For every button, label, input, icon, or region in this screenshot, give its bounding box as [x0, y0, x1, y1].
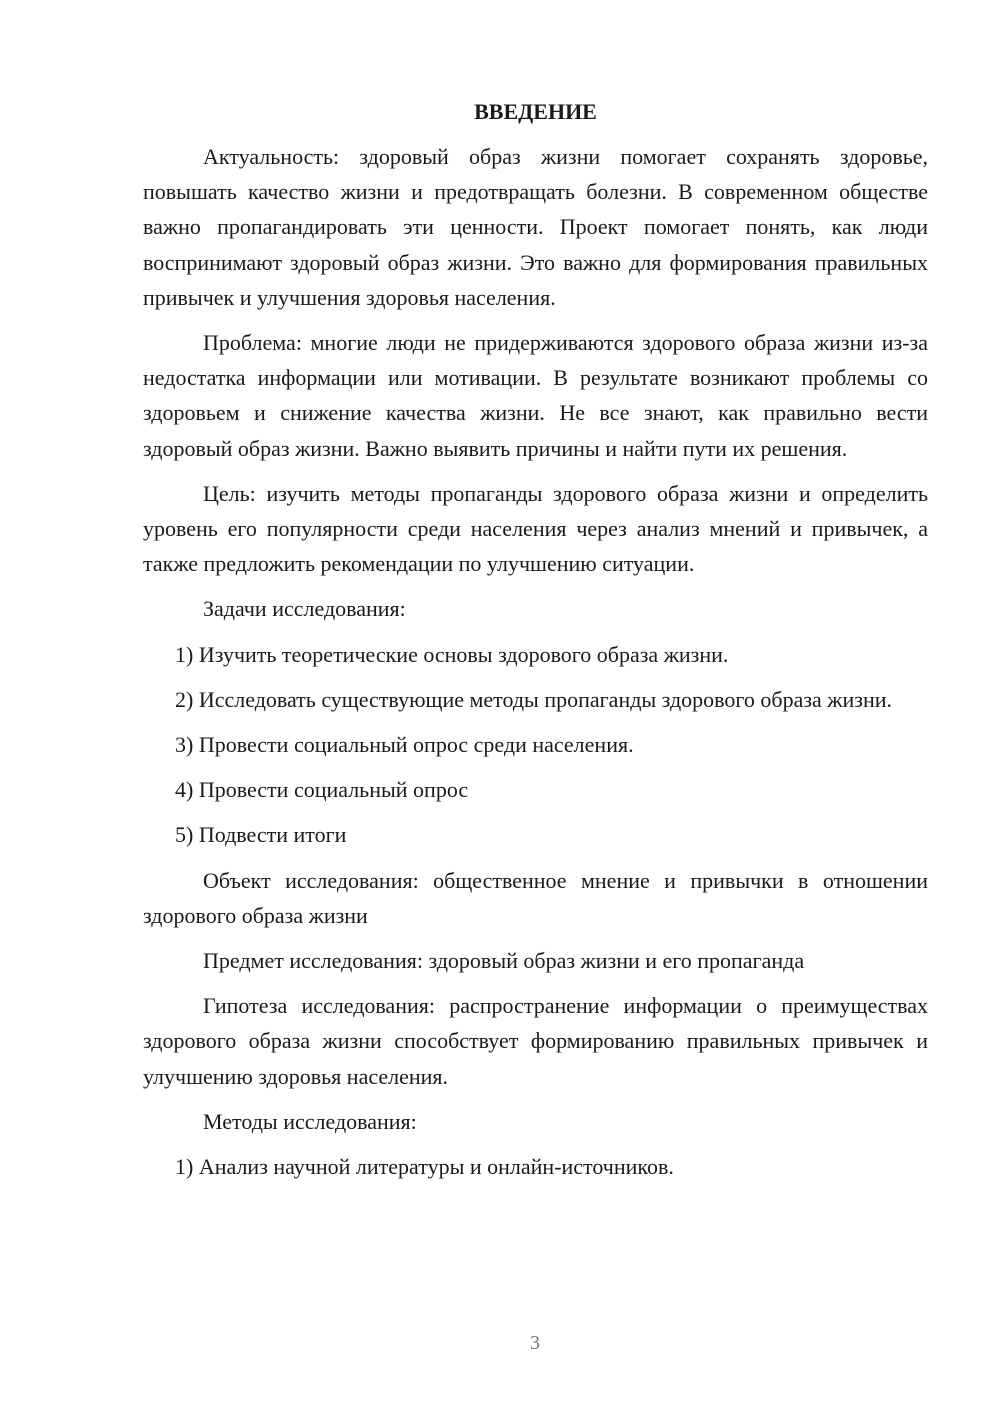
tasks-title: Задачи исследования: — [203, 596, 406, 622]
task-item-2: 2) Исследовать существующие методы пропаганды здорового образа жизни. — [175, 686, 893, 712]
subject-paragraph: Предмет исследования: здоровый образ жизни и его пропаганда — [203, 948, 805, 974]
document-page — [143, 94, 928, 1194]
section-heading: ВВЕДЕНИЕ — [474, 99, 597, 124]
problem-paragraph: Проблема: многие люди не придерживаются здорового образа жизни из-за недостатка информации или мотивации. В результате возникают проблемы со здоровьем и снижение качества жизни. Не все знают, как правильно вести здоровый образ жизни. Важно выявить причины и найти пути их решения. — [143, 330, 928, 461]
hypothesis-paragraph: Гипотеза исследования: распространение информации о преимуществах здорового образа жизни способствует формированию правильных привычек и улучшению здоровья населения. — [143, 993, 928, 1089]
page-number: 3 — [530, 1332, 540, 1354]
relevance-paragraph: Актуальность: здоровый образ жизни помогает сохранять здоровье, повышать качество жизни и предотвращать болезни. В современном обществе важно пропагандировать эти ценности. Проект помогает понять, как люди воспринимают здоровый образ жизни. Это важно для формирования правильных привычек и улучшения здоровья населения. — [143, 144, 928, 310]
task-item-1: 1) Изучить теоретические основы здорового образа жизни. — [175, 641, 729, 667]
methods-title: Методы исследования: — [203, 1108, 417, 1134]
task-item-3: 3) Провести социальный опрос среди населения. — [175, 732, 634, 758]
object-paragraph: Объект исследования: общественное мнение и привычки в отношении здорового образа жизни — [143, 867, 928, 928]
method-item-1: 1) Анализ научной литературы и онлайн-источников. — [175, 1154, 674, 1180]
goal-paragraph: Цель: изучить методы пропаганды здорового образа жизни и определить уровень его популярности среди населения через анализ мнений и привычек, а также предложить рекомендации по улучшению ситуации. — [143, 480, 928, 577]
task-item-5: 5) Подвести итоги — [175, 822, 347, 848]
task-item-4: 4) Провести социальный опрос — [175, 777, 469, 803]
